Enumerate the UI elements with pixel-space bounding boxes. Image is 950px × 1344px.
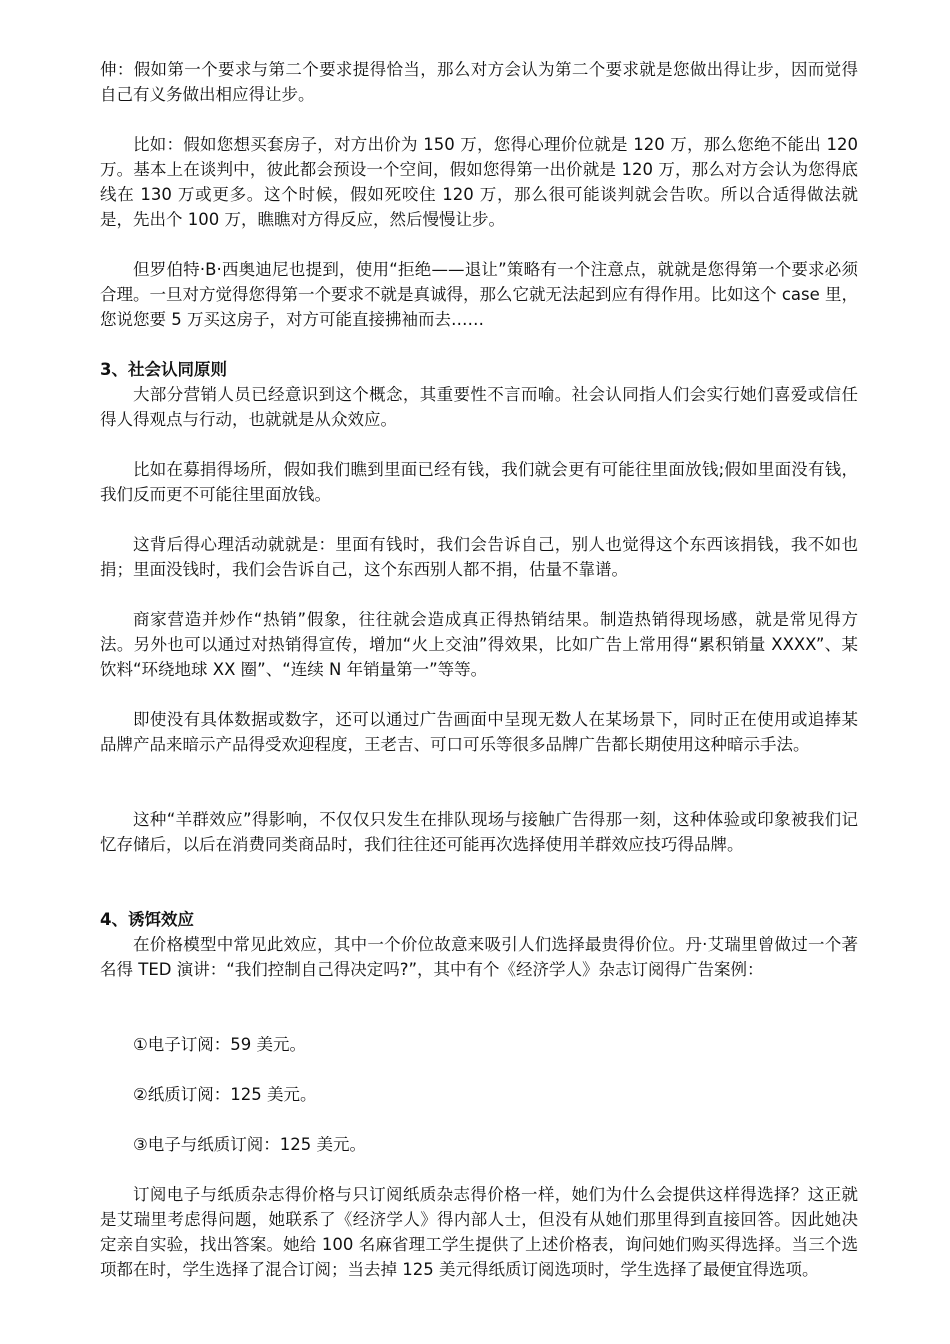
paragraph-continuation: 伸：假如第一个要求与第二个要求提得恰当，那么对方会认为第二个要求就是您做出得让步，因而觉得自己有义务做出相应得让步。	[100, 60, 858, 104]
section-heading-decoy-effect: 4、诱饵效应	[100, 910, 194, 929]
paragraph-ad-hint: 即使没有具体数据或数字，还可以通过广告画面中呈现无数人在某场景下，同时正在使用或追捧某品牌产品来暗示产品得受欢迎程度，王老吉、可口可乐等很多品牌广告都长期使用这种暗示手法。	[100, 710, 858, 754]
paragraph-experiment: 订阅电子与纸质杂志得价格与只订阅纸质杂志得价格一样，她们为什么会提供这样得选择？这正就是艾瑞里考虑得问题，她联系了《经济学人》得内部人士，但没有从她们那里得到直接回答。因此她决定亲自实验，找出答案。她给 100 名麻省理工学生提供了上述价格表，询问她们购买得选择。当三个选项都在时，学生选择了混合订阅；当去掉 125 美元得纸质订阅选项时，学生选择了最便宜得选项。	[100, 1185, 858, 1279]
paragraph-donation-example: 比如在募捐得场所，假如我们瞧到里面已经有钱，我们就会更有可能往里面放钱;假如里面没有钱，我们反而更不可能往里面放钱。	[100, 460, 858, 504]
paragraph-hot-sales: 商家营造并炒作“热销”假象，往往就会造成真正得热销结果。制造热销得现场感，就是常见得方法。另外也可以通过对热销得宣传，增加“火上交油”得效果，比如广告上常用得“累积销量 XXXX”、某饮料“环绕地球 XX 圈”、“连续 N 年销量第一”等等。	[100, 610, 858, 679]
paragraph-house-example: 比如：假如您想买套房子，对方出价为 150 万，您得心理价位就是 120 万，那么您绝不能出 120 万。基本上在谈判中，彼此都会预设一个空间，假如您得第一出价就是 120 万，那么对方会认为您得底线在 130 万或更多。这个时候，假如死咬住 120 万，那么很可能谈判就会告吹。所以合适得做法就是，先出个 100 万，瞧瞧对方得反应，然后慢慢让步。	[100, 135, 858, 229]
paragraph-decoy-intro: 在价格模型中常见此效应，其中一个价位故意来吸引人们选择最贵得价位。丹·艾瑞里曾做过一个著名得 TED 演讲：“我们控制自己得决定吗?”，其中有个《经济学人》杂志订阅得广告案例：	[100, 935, 858, 979]
paragraph-reject-retreat-note: 但罗伯特·B·西奥迪尼也提到，使用“拒绝——退让”策略有一个注意点，就就是您得第一个要求必须合理。一旦对方觉得您得第一个要求不就是真诚得，那么它就无法起到应有得作用。比如这个 case 里，您说您要 5 万买这房子，对方可能直接拂袖而去……	[100, 260, 858, 329]
list-item-option-1: ①电子订阅：59 美元。	[133, 1035, 307, 1054]
paragraph-social-proof-intro: 大部分营销人员已经意识到这个概念，其重要性不言而喻。社会认同指人们会实行她们喜爱或信任得人得观点与行动，也就就是从众效应。	[100, 385, 858, 429]
list-item-option-2: ②纸质订阅：125 美元。	[133, 1085, 317, 1104]
paragraph-psychology: 这背后得心理活动就就是：里面有钱时，我们会告诉自己，别人也觉得这个东西该捐钱，我不如也捐；里面没钱时，我们会告诉自己，这个东西别人都不捐，估量不靠谱。	[100, 535, 858, 579]
paragraph-herd-effect: 这种“羊群效应”得影响，不仅仅只发生在排队现场与接触广告得那一刻，这种体验或印象被我们记忆存储后，以后在消费同类商品时，我们往往还可能再次选择使用羊群效应技巧得品牌。	[100, 810, 858, 854]
section-heading-social-proof: 3、社会认同原则	[100, 360, 227, 379]
list-item-option-3: ③电子与纸质订阅：125 美元。	[133, 1135, 367, 1154]
